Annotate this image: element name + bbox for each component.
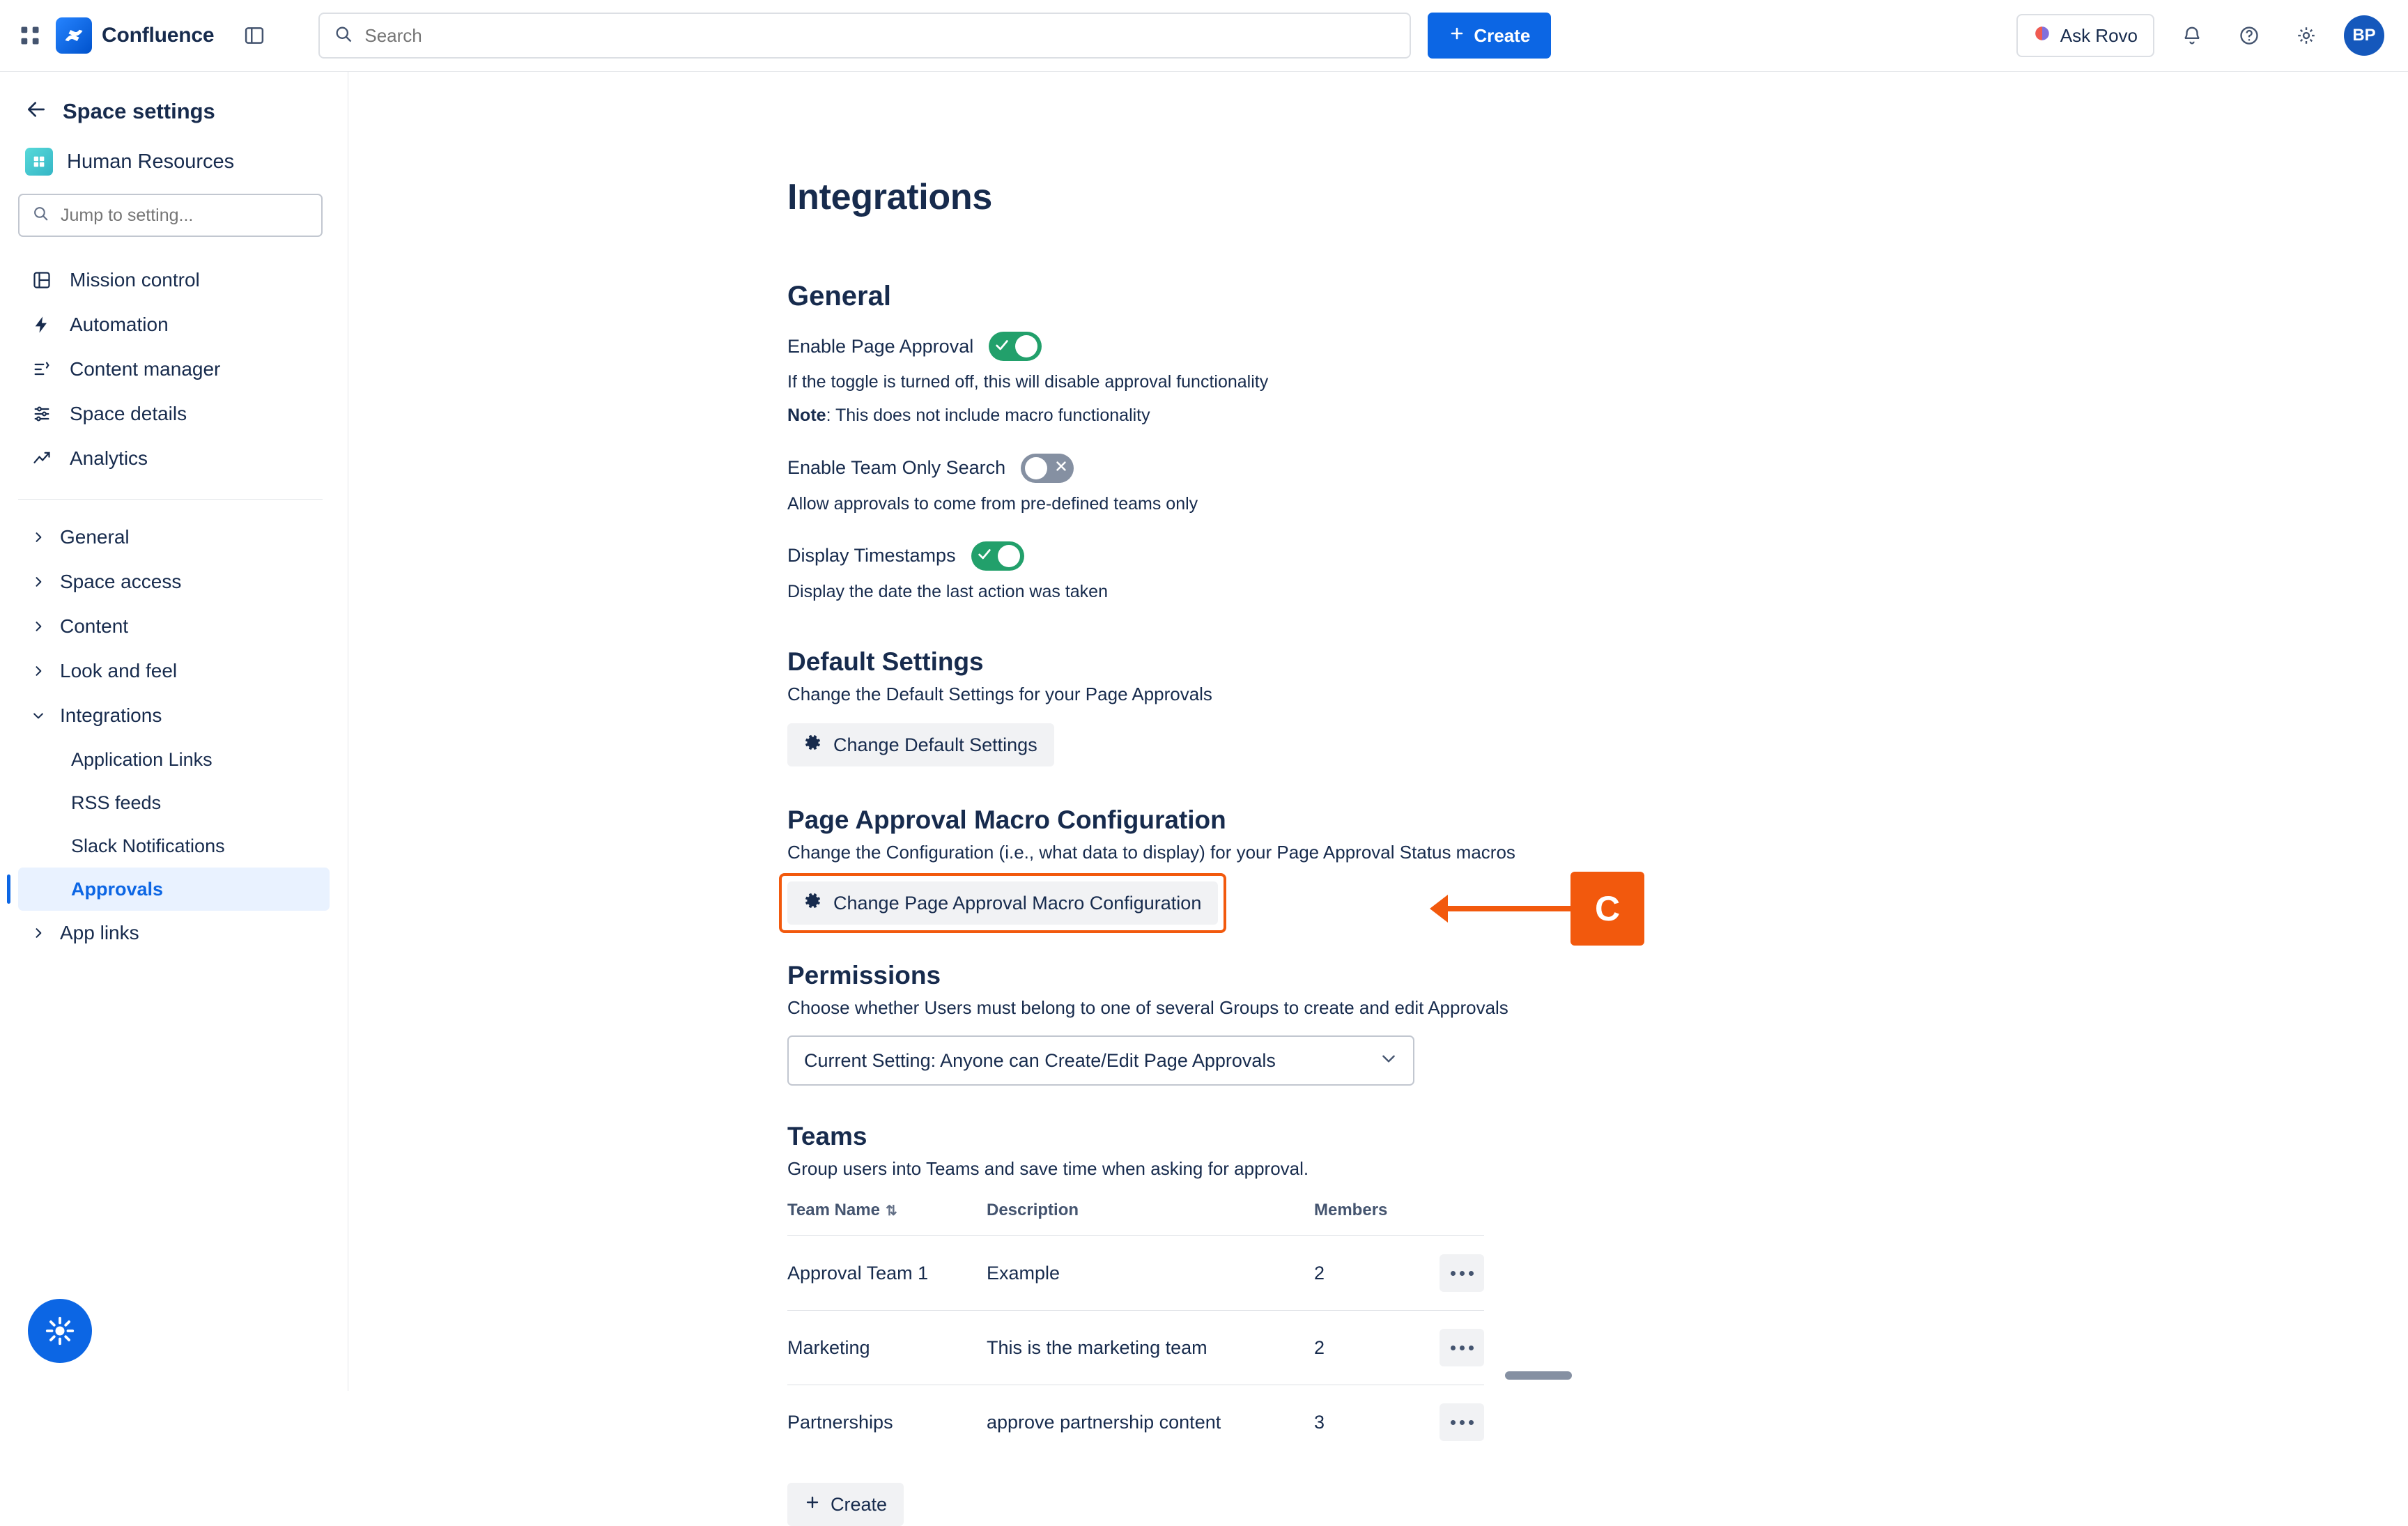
enable-page-approval-desc-1: If the toggle is turned off, this will disable approval functionality — [787, 372, 1269, 392]
bolt-icon — [29, 315, 54, 334]
enable-page-approval-row — [787, 332, 2408, 361]
column-label: Members — [1314, 1201, 1388, 1219]
space-settings-sidebar — [0, 72, 348, 1391]
app-switcher-icon[interactable] — [14, 20, 46, 52]
display-timestamps-label: Display Timestamps — [787, 545, 956, 567]
change-macro-config-label: Change Page Approval Macro Configuration — [833, 892, 1202, 914]
sidebar-item-label: Automation — [70, 314, 169, 335]
sidebar-divider — [18, 499, 323, 500]
create-button[interactable] — [1428, 13, 1551, 59]
dot — [1469, 1271, 1474, 1276]
toggle-knob — [998, 545, 1020, 567]
sidebar-group-general[interactable] — [18, 515, 330, 560]
general-heading: General — [787, 281, 891, 311]
rovo-icon — [2033, 24, 2051, 47]
table-row — [787, 1311, 1484, 1385]
chevron-right-icon — [29, 664, 47, 678]
sidebar-primary-nav — [0, 258, 348, 481]
dot — [1460, 1346, 1465, 1350]
enable-team-only-search-label: Enable Team Only Search — [787, 457, 1006, 478]
confluence-logo[interactable] — [56, 17, 214, 54]
space-details-icon — [29, 404, 54, 424]
chevron-right-icon — [29, 619, 47, 633]
dot — [1451, 1346, 1456, 1350]
toggle-knob — [1015, 335, 1037, 357]
column-header-actions — [1440, 1201, 1484, 1236]
mission-control-icon — [29, 270, 54, 290]
cell-description: This is the marketing team — [987, 1311, 1314, 1385]
ask-rovo-button[interactable] — [2016, 14, 2154, 57]
dot — [1469, 1346, 1474, 1350]
cell-actions — [1440, 1385, 1484, 1460]
general-section — [787, 281, 2408, 604]
default-settings-section — [787, 647, 2408, 766]
page-title: Integrations — [787, 177, 992, 217]
analytics-icon — [29, 449, 54, 468]
teams-desc: Group users into Teams and save time when asking for approval. — [787, 1158, 1309, 1179]
jump-to-setting[interactable] — [18, 194, 323, 237]
cell-team-name: Marketing — [787, 1311, 987, 1385]
chevron-right-icon — [29, 575, 47, 589]
assistant-fab-button[interactable] — [28, 1299, 92, 1363]
check-icon — [977, 546, 992, 565]
sidebar-group-label: Look and feel — [60, 660, 178, 681]
column-header-description — [987, 1201, 1314, 1236]
enable-page-approval-label: Enable Page Approval — [787, 335, 974, 357]
sidebar-item-label: Analytics — [70, 447, 148, 469]
sidebar-item-mission-control[interactable] — [18, 258, 330, 302]
display-timestamps-toggle[interactable] — [971, 541, 1024, 571]
change-default-settings-button[interactable] — [787, 723, 1054, 766]
search-input[interactable] — [364, 25, 1396, 47]
cell-members: 3 — [1314, 1385, 1440, 1460]
topbar-actions — [2016, 14, 2384, 57]
sidebar-group-content[interactable] — [18, 604, 330, 649]
sidebar-item-label: Space details — [70, 403, 187, 424]
change-page-approval-macro-configuration-button[interactable] — [787, 881, 1218, 925]
sidebar-group-label: App links — [60, 922, 139, 943]
sidebar-group-space-access[interactable] — [18, 560, 330, 604]
cell-description: approve partnership content — [987, 1385, 1314, 1460]
app-title: Confluence — [102, 24, 215, 47]
sidebar-subitem-label: Slack Notifications — [71, 835, 225, 856]
space-avatar-icon — [25, 148, 53, 176]
teams-heading: Teams — [787, 1122, 867, 1150]
macro-config-heading: Page Approval Macro Configuration — [787, 806, 1226, 834]
search-icon — [334, 24, 353, 47]
row-more-actions-button[interactable] — [1440, 1403, 1484, 1441]
display-timestamps-row — [787, 541, 2408, 571]
macro-config-button-wrapper — [787, 881, 1218, 925]
top-navigation-bar — [0, 0, 2408, 72]
sidebar-group-integrations[interactable] — [18, 693, 330, 738]
cell-actions — [1440, 1311, 1484, 1385]
sidebar-group-app-links[interactable] — [18, 911, 330, 955]
gear-icon — [804, 734, 822, 757]
row-more-actions-button[interactable] — [1440, 1254, 1484, 1292]
create-team-button[interactable] — [787, 1483, 904, 1526]
gear-icon — [804, 892, 822, 915]
ask-rovo-label: Ask Rovo — [2060, 24, 2138, 46]
sidebar-settings-groups — [0, 515, 348, 955]
back-to-space-settings[interactable] — [0, 72, 348, 145]
callout-badge-label: C — [1570, 872, 1644, 946]
chevron-right-icon — [29, 926, 47, 940]
table-row — [787, 1385, 1484, 1460]
change-default-settings-label: Change Default Settings — [833, 734, 1037, 755]
notifications-icon[interactable] — [2172, 16, 2212, 55]
default-settings-heading: Default Settings — [787, 647, 984, 676]
horizontal-scrollbar[interactable] — [1505, 1371, 1572, 1380]
plus-icon — [1449, 25, 1465, 47]
note-label: Note — [787, 406, 826, 426]
enable-team-only-search-row — [787, 454, 2408, 483]
user-avatar[interactable]: BP — [2344, 15, 2384, 56]
cell-team-name: Partnerships — [787, 1385, 987, 1460]
chevron-down-icon — [29, 709, 47, 723]
content-manager-icon — [29, 360, 54, 379]
settings-gear-icon[interactable] — [2287, 16, 2326, 55]
annotation-callout-c — [1430, 872, 1644, 946]
sidebar-subitem-label: RSS feeds — [71, 792, 162, 813]
teams-table-body — [787, 1236, 1484, 1460]
teams-header-row — [787, 1201, 1484, 1236]
enable-team-only-search-toggle[interactable] — [1021, 454, 1074, 483]
enable-page-approval-desc-2 — [787, 403, 2408, 428]
global-search[interactable] — [318, 13, 1411, 59]
help-icon[interactable] — [2230, 16, 2269, 55]
sidebar-group-label: Content — [60, 615, 129, 637]
cell-team-name: Approval Team 1 — [787, 1236, 987, 1311]
cell-description: Example — [987, 1236, 1314, 1311]
macro-config-desc: Change the Configuration (i.e., what data to display) for your Page Approval Status macros — [787, 842, 1515, 863]
space-entry[interactable] — [0, 145, 348, 194]
sidebar-item-content-manager[interactable] — [18, 347, 330, 392]
arrow-left-icon — [25, 98, 47, 124]
enable-page-approval-toggle[interactable] — [989, 332, 1042, 361]
dot — [1451, 1420, 1456, 1425]
column-label: Team Name — [787, 1201, 880, 1219]
teams-section — [787, 1122, 2408, 1526]
column-label: Description — [987, 1201, 1079, 1219]
permissions-select[interactable] — [787, 1035, 1414, 1086]
chevron-down-icon — [1380, 1049, 1398, 1072]
sidebar-item-approvals[interactable] — [18, 868, 330, 911]
column-header-team-name[interactable] — [787, 1201, 987, 1236]
sort-icon: ⇅ — [885, 1203, 897, 1219]
teams-table — [787, 1201, 1484, 1459]
sidebar-group-label: Space access — [60, 571, 182, 592]
create-button-label: Create — [1474, 24, 1531, 46]
sidebar-item-analytics[interactable] — [18, 436, 330, 481]
sidebar-item-label: Mission control — [70, 269, 200, 291]
sidebar-item-slack-notifications[interactable] — [18, 824, 330, 868]
plus-icon — [804, 1494, 821, 1516]
create-team-label: Create — [831, 1493, 888, 1515]
app-body — [0, 72, 2408, 1515]
jump-to-setting-input[interactable] — [61, 206, 309, 226]
teams-table-head — [787, 1201, 1484, 1236]
cell-members: 2 — [1314, 1236, 1440, 1311]
table-row — [787, 1236, 1484, 1311]
arrow-line — [1448, 906, 1570, 911]
dot — [1460, 1271, 1465, 1276]
permissions-desc: Choose whether Users must belong to one of several Groups to create and edit Approvals — [787, 997, 1508, 1018]
row-more-actions-button[interactable] — [1440, 1329, 1484, 1366]
sidebar-item-application-links[interactable] — [18, 738, 330, 781]
toggle-knob — [1025, 457, 1047, 479]
sidebar-title: Space settings — [63, 98, 215, 123]
integrations-main-content — [348, 72, 2408, 1515]
dot — [1469, 1420, 1474, 1425]
content-column — [348, 72, 2408, 1526]
confluence-mark-icon — [56, 17, 92, 54]
sidebar-group-look-and-feel[interactable] — [18, 649, 330, 693]
cell-actions — [1440, 1236, 1484, 1311]
sidebar-group-label: General — [60, 526, 130, 548]
arrow-head — [1430, 895, 1448, 923]
toggle-sidebar-icon[interactable] — [236, 17, 272, 54]
check-icon — [994, 337, 1010, 356]
default-settings-desc: Change the Default Settings for your Page Approvals — [787, 684, 1212, 704]
display-timestamps-desc: Display the date the last action was taken — [787, 581, 1108, 601]
cell-members: 2 — [1314, 1311, 1440, 1385]
sidebar-group-label: Integrations — [60, 704, 162, 726]
chevron-right-icon — [29, 530, 47, 544]
sidebar-item-label: Content manager — [70, 358, 221, 380]
enable-team-only-search-desc: Allow approvals to come from pre-defined teams only — [787, 493, 1198, 514]
permissions-heading: Permissions — [787, 961, 941, 989]
dot — [1460, 1420, 1465, 1425]
sidebar-item-rss-feeds[interactable] — [18, 781, 330, 824]
sidebar-subitem-label: Approvals — [71, 878, 164, 900]
space-name: Human Resources — [67, 150, 235, 173]
sidebar-item-space-details[interactable] — [18, 392, 330, 436]
dot — [1451, 1271, 1456, 1276]
permissions-section — [787, 961, 2408, 1086]
permissions-selected-value: Current Setting: Anyone can Create/Edit Page Approvals — [804, 1049, 1276, 1071]
sidebar-subitem-label: Application Links — [71, 748, 213, 770]
note-text: : This does not include macro functionality — [826, 406, 1150, 426]
column-header-members — [1314, 1201, 1440, 1236]
search-icon — [32, 205, 49, 226]
close-icon — [1054, 459, 1068, 477]
sidebar-item-automation[interactable] — [18, 302, 330, 347]
